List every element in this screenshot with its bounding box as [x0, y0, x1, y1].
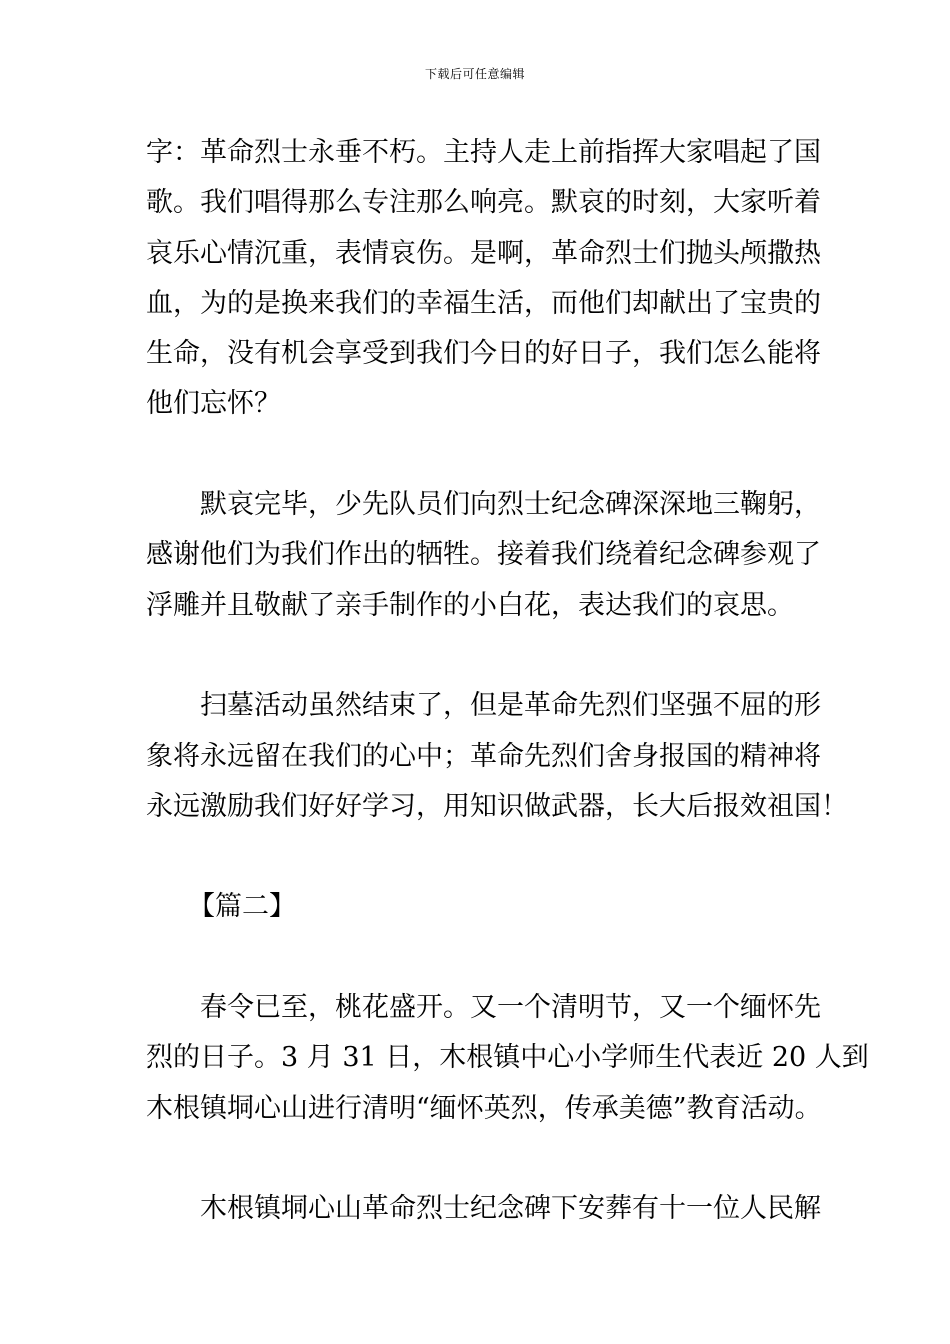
- text-line: 哀乐心情沉重，表情哀伤。是啊，革命烈士们抛头颅撒热: [146, 237, 821, 269]
- paragraph-spacer: [146, 631, 810, 681]
- paragraph-spacer: [146, 1134, 810, 1184]
- text-line: 永远激励我们好好学习，用知识做武器，长大后报效祖国！: [146, 790, 848, 822]
- page-header: 下载后可任意编辑: [424, 67, 525, 81]
- text-line: 扫墓活动虽然结束了，但是革命先烈们坚强不屈的形: [200, 690, 821, 722]
- text-line: 感谢他们为我们作出的牺牲。接着我们绕着纪念碑参观了: [146, 539, 821, 571]
- text-line: 生命，没有机会享受到我们今日的好日子，我们怎么能将: [146, 338, 821, 370]
- paragraph-spacer: [146, 933, 810, 983]
- section-heading-text: 【篇二】: [188, 891, 296, 923]
- paragraph-3: [146, 681, 848, 832]
- text-line: 浮雕并且敬献了亲手制作的小白花，表达我们的哀思。: [146, 589, 794, 621]
- text-line: 默哀完毕，少先队员们向烈士纪念碑深深地三鞠躬，: [200, 489, 821, 521]
- text-line: 他们忘怀？: [146, 388, 281, 420]
- text-line: 歌。我们唱得那么专注那么响亮。默哀的时刻，大家听着: [146, 187, 821, 219]
- paragraph-2: [146, 480, 821, 631]
- text-line: 血，为的是换来我们的幸福生活，而他们却献出了宝贵的: [146, 287, 821, 319]
- paragraph-5: [146, 1184, 821, 1234]
- paragraph-4: [146, 983, 869, 1134]
- text-line: 木根镇垌心山进行清明“缅怀英烈，传承美德”教育活动。: [146, 1092, 822, 1124]
- text-line: 木根镇垌心山革命烈士纪念碑下安葬有十一位人民解: [200, 1193, 821, 1225]
- text-line: 烈的日子。3 月 31 日，木根镇中心小学师生代表近 20 人到: [146, 1042, 869, 1074]
- section-heading-2: [146, 882, 810, 932]
- paragraph-1: [146, 128, 821, 430]
- text-line: 象将永远留在我们的心中；革命先烈们舍身报国的精神将: [146, 740, 821, 772]
- paragraph-spacer: [146, 832, 810, 882]
- text-line: 字：革命烈士永垂不朽。主持人走上前指挥大家唱起了国: [146, 137, 821, 168]
- paragraph-spacer: [146, 430, 810, 480]
- document-body: [146, 128, 869, 1235]
- text-line: 春令已至，桃花盛开。又一个清明节，又一个缅怀先: [200, 992, 821, 1024]
